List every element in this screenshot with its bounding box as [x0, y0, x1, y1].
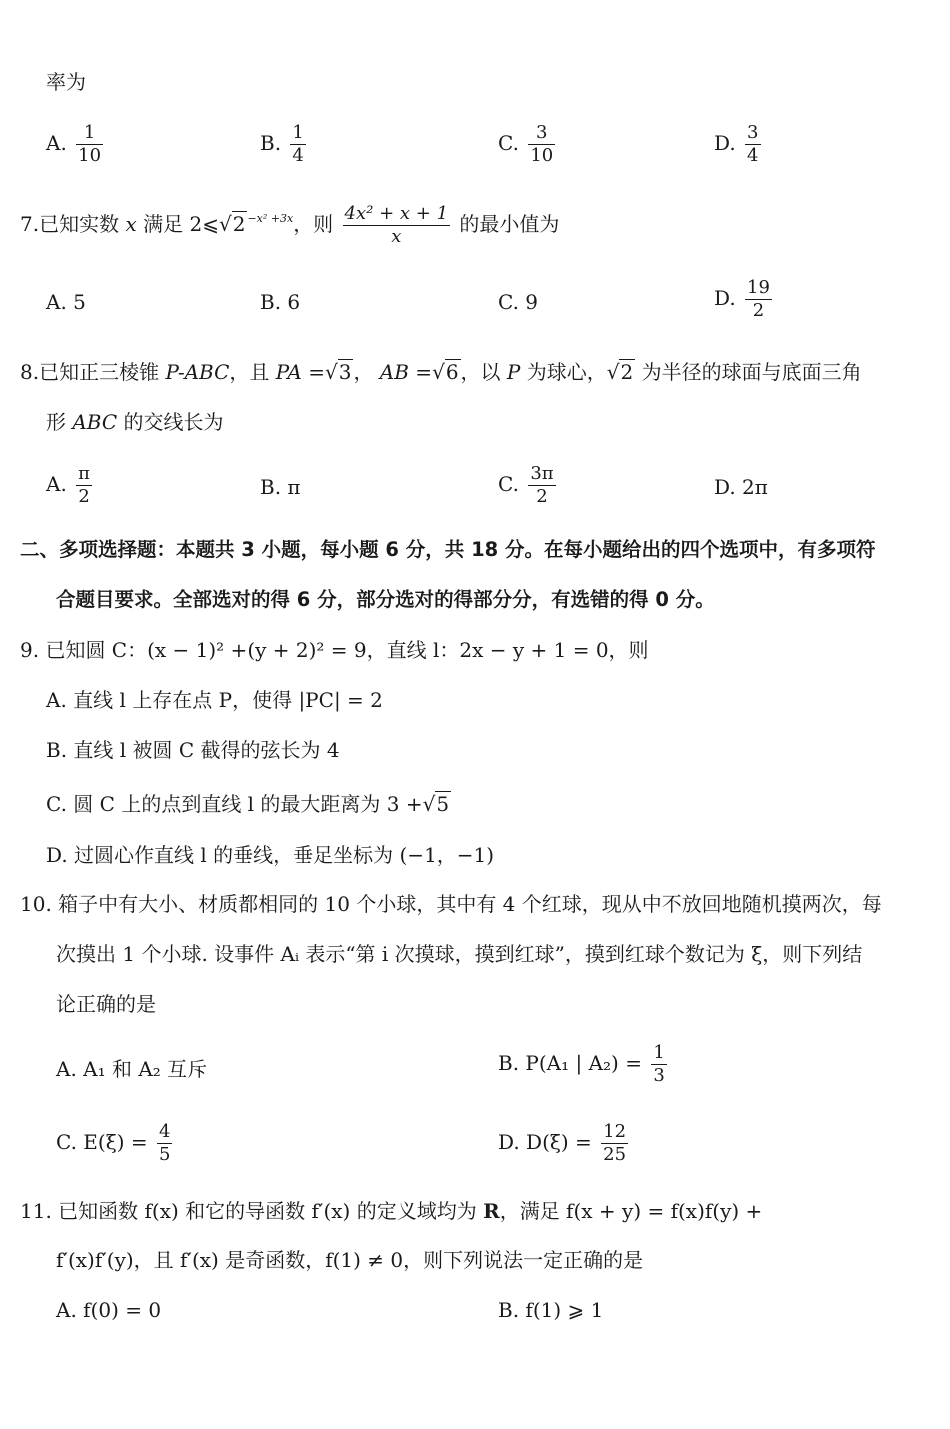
q6-option-a: A. $\frac{1}{10}$: [46, 122, 102, 166]
q6-option-c: C. $\frac{3}{10}$: [498, 122, 554, 166]
q9-option-b: B. 直线 l 被圆 C 截得的弦长为 4: [46, 738, 340, 762]
q8-option-a: A. $\frac{\pi}{2}$: [46, 463, 91, 507]
q8-stem-line1: 8.已知正三棱锥 P-ABC，且 PA =√3 ， AB =√6 ，以 P 为球心，√2 为半径的球面与底面三角: [20, 360, 862, 384]
q10-option-d: D. D(ξ) = $\frac{12}{25}$: [498, 1121, 627, 1165]
q9-stem: 9. 已知圆 C：(x − 1)² +(y + 2)² = 9，直线 l：2x − y + 1 = 0，则: [20, 638, 649, 662]
section-2-heading-line1: 二、多项选择题：本题共 3 小题，每小题 6 分，共 18 分。在每小题给出的四个选项中，有多项符: [20, 538, 876, 561]
q8-option-d: D. 2π: [714, 475, 768, 499]
q11-option-a: A. f(0) = 0: [56, 1298, 162, 1322]
q10-stem-line2: 次摸出 1 个小球. 设事件 Aᵢ 表示“第 i 次摸球，摸到红球”，摸到红球个数记为 ξ，则下列结: [56, 942, 863, 966]
q10-option-c: C. E(ξ) = $\frac{4}{5}$: [56, 1121, 171, 1165]
q10-option-b: B. P(A₁ | A₂) = $\frac{1}{3}$: [498, 1042, 665, 1086]
q8-option-b: B. π: [260, 475, 301, 499]
q10-stem-line1: 10. 箱子中有大小、材质都相同的 10 个小球，其中有 4 个红球，现从中不放回地随机摸两次，每: [20, 892, 882, 916]
q9-option-c: C. 圆 C 上的点到直线 l 的最大距离为 3 +√5: [46, 792, 450, 816]
q10-option-a: A. A₁ 和 A₂ 互斥: [56, 1057, 208, 1081]
q7-option-b: B. 6: [260, 290, 301, 314]
q11-option-b: B. f(1) ⩾ 1: [498, 1298, 604, 1322]
q10-stem-line3: 论正确的是: [56, 992, 156, 1016]
q7-stem: 7.已知实数 x 满足 2⩽√2 $^{-x^2 +3x}$，则 $\frac{\text{4x² + x + 1}}{x}$ 的最小值为: [20, 203, 560, 247]
q7-option-a: A. 5: [46, 290, 86, 314]
q8-option-c: C. $\frac{3\pi}{2}$: [498, 463, 554, 507]
section-2-heading-line2: 合题目要求。全部选对的得 6 分，部分选对的得部分分，有选错的得 0 分。: [56, 588, 715, 611]
q11-stem-line1: 11. 已知函数 f(x) 和它的导函数 f′(x) 的定义域均为 R，满足 f(x + y) = f(x)f(y) +: [20, 1199, 763, 1223]
sqrt-symbol: √2: [218, 212, 246, 236]
q6-option-d: D. $\frac{3}{4}$: [714, 122, 759, 166]
q9-option-d: D. 过圆心作直线 l 的垂线，垂足坐标为 (−1，−1): [46, 843, 495, 867]
q11-stem-line2: f′(x)f′(y)，且 f′(x) 是奇函数，f(1) ≠ 0，则下列说法一定正确的是: [56, 1248, 644, 1272]
q6-continuation: 率为: [46, 70, 86, 94]
q8-stem-line2: 形 ABC 的交线长为: [46, 410, 224, 434]
q6-option-b: B. $\frac{1}{4}$: [260, 122, 304, 166]
q7-option-c: C. 9: [498, 290, 539, 314]
q7-option-d: D. $\frac{19}{2}$: [714, 277, 770, 321]
q9-option-a: A. 直线 l 上存在点 P，使得 |PC| = 2: [46, 688, 383, 712]
